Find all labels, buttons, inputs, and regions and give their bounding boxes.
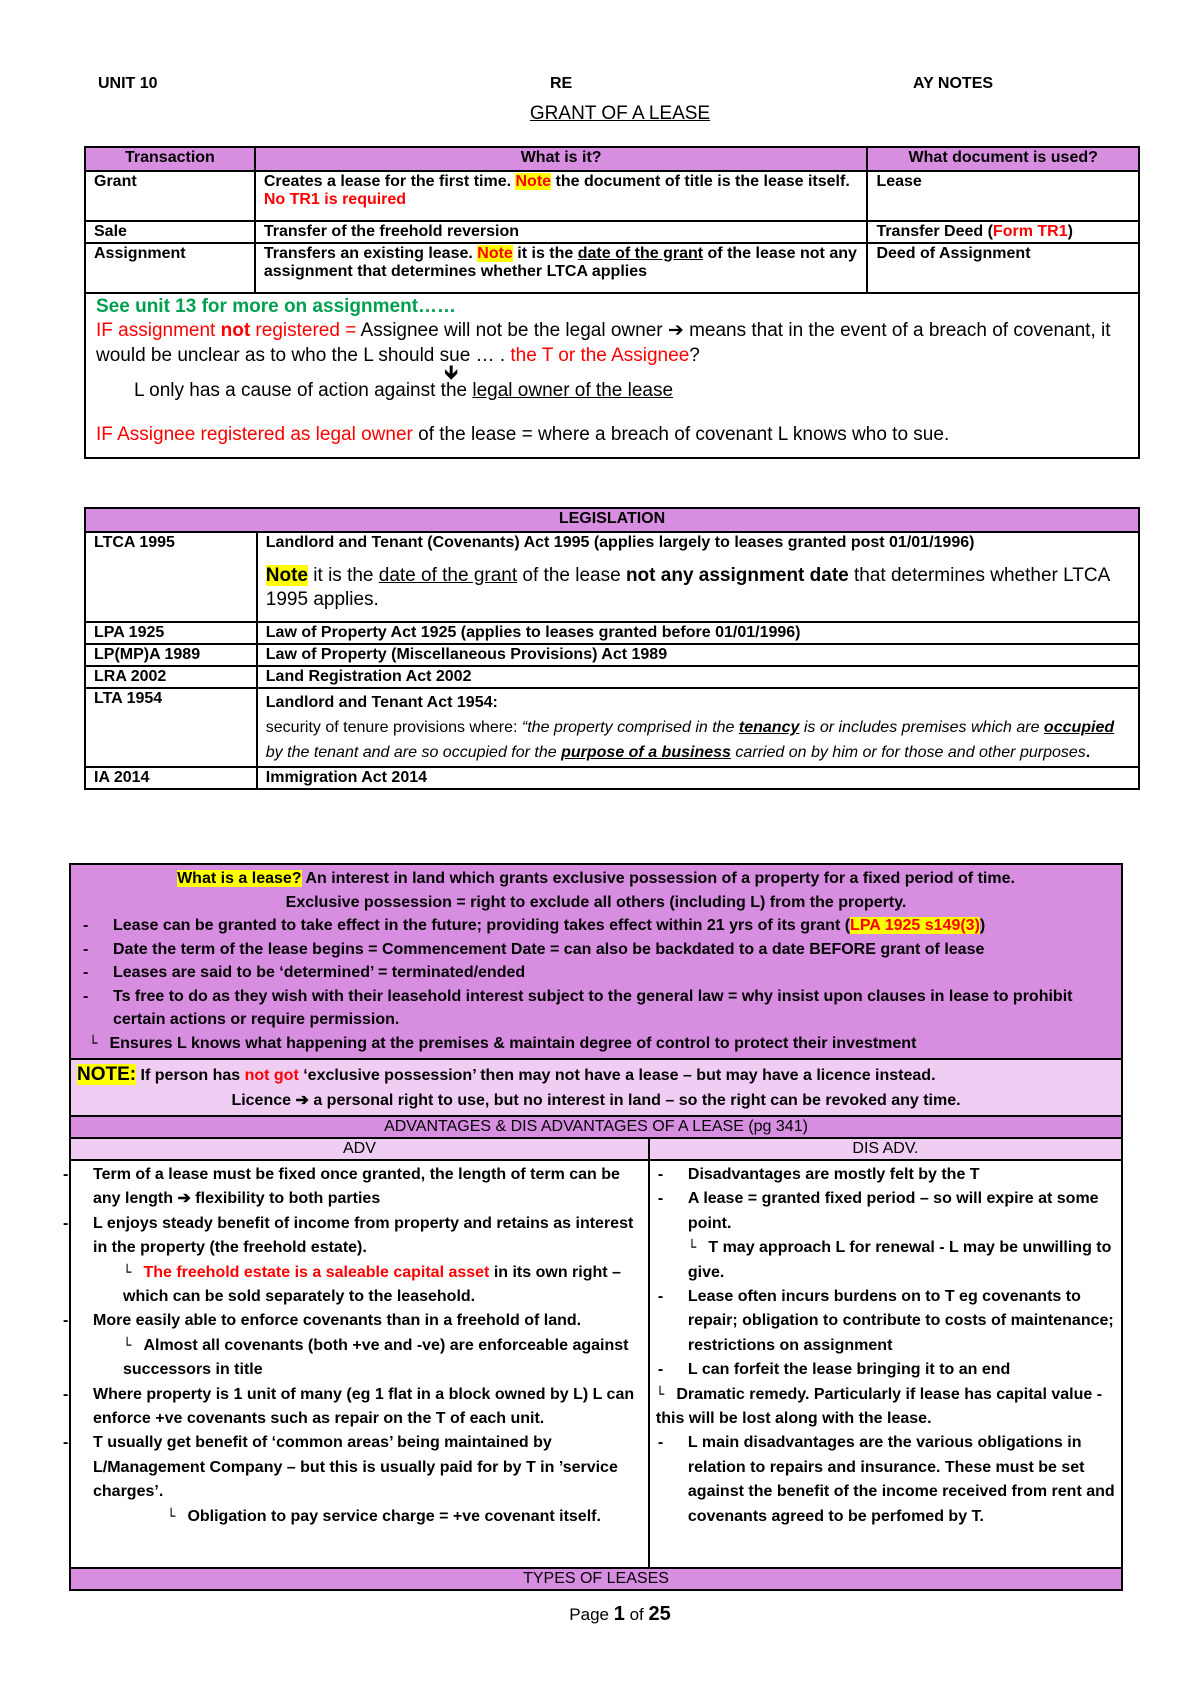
- lease-table: [69, 863, 1123, 1591]
- types-of-leases-heading: TYPES OF LEASES: [70, 1568, 1122, 1590]
- full-ltca: Landlord and Tenant (Covenants) Act 1995 (applies largely to leases granted post 01/01/1996) Note it is the date of the grant of the lease not any assignment date that determines whether LTCA 1995 applies.: [257, 532, 1139, 622]
- if-not-registered: IF assignment not registered = Assignee will not be the legal owner ➔ means that in the event of a breach of covenant, it would be unclear as to who the L should sue … . the T or the Assignee?: [96, 320, 1111, 366]
- covenants-enforceable: └ Almost all covenants (both +ve and -ve) are enforceable against successors in title: [77, 1334, 642, 1383]
- row-lpmpa: [85, 644, 1139, 666]
- list-item: - More easily able to enforce covenants than in a freehold of land.: [93, 1309, 642, 1333]
- ensures-control: └ Ensures L knows what happening at the premises & maintain degree of control to protect their investment: [77, 1032, 1115, 1057]
- row-lpa: [85, 622, 1139, 644]
- row-lta: [85, 688, 1139, 767]
- row-assignment: [85, 243, 1139, 293]
- renewal-note: └ T may approach L for renewal - L may be unwilling to give.: [656, 1236, 1115, 1285]
- licence-note: [70, 1059, 1122, 1116]
- full-lpmpa: Law of Property (Miscellaneous Provisions) Act 1989: [257, 644, 1139, 666]
- full-ia: Immigration Act 2014: [257, 767, 1139, 789]
- header-right: AY NOTES: [913, 75, 994, 92]
- cell-sale-name: Sale: [85, 221, 255, 243]
- cell-sale-desc: Transfer of the freehold reversion: [255, 221, 868, 243]
- lta-detail: security of tenure provisions where: “the property comprised in the tenancy is or includes premises which are occupied by the tenant and are so occupied for the purpose of a business carried on by him or for those and other purposes.: [265, 719, 1115, 761]
- advantages-cell: [70, 1160, 649, 1568]
- lease-bullets: [77, 914, 1115, 1032]
- dramatic-remedy: └ Dramatic remedy. Particularly if lease has capital value - this will be lost along with the lease.: [656, 1383, 1115, 1432]
- cell-grant-desc: Creates a lease for the first time. Note the document of title is the lease itself. No TR1 is required: [255, 171, 868, 221]
- see-unit-13: See unit 13 for more on assignment……: [96, 296, 457, 317]
- if-registered: IF Assignee registered as legal owner of the lease = where a breach of covenant L knows who to sue.: [96, 424, 950, 445]
- row-lra: [85, 666, 1139, 688]
- ltca-note: Note it is the date of the grant of the lease not any assignment date that determines whether LTCA 1995 applies.: [265, 565, 1110, 610]
- cause-of-action: L only has a cause of action against the legal owner of the lease: [134, 380, 674, 401]
- disadvantages-list-3: [656, 1431, 1115, 1529]
- header-center: RE: [550, 75, 573, 92]
- list-item: - Lease often incurs burdens on to T eg covenants to repair; obligation to contribute to costs of maintenance; restrictions on assignment: [688, 1285, 1115, 1358]
- disadvantages-cell: [649, 1160, 1122, 1568]
- cell-assignment-name: Assignment: [85, 243, 255, 293]
- cell-grant-name: Grant: [85, 171, 255, 221]
- full-lpa: Law of Property Act 1925 (applies to leases granted before 01/01/1996): [257, 622, 1139, 644]
- advantages-list-2: [77, 1309, 642, 1333]
- transaction-table: [84, 146, 1140, 459]
- exclusive-possession: Exclusive possession = right to exclude all others (including L) from the property.: [285, 893, 907, 911]
- legislation-table: [84, 507, 1140, 790]
- full-lta: Landlord and Tenant Act 1954: security of tenure provisions where: “the property comprised in the tenancy is or includes premises which are occupied by the tenant and are so occupied for the purpose of a business carried on by him or for those and other purposes.: [257, 688, 1139, 767]
- col-transaction: Transaction: [85, 147, 255, 171]
- lease-definition: [70, 864, 1122, 1059]
- licence-definition: Licence ➔ a personal right to use, but no interest in land – so the right can be revoked any time.: [231, 1092, 961, 1109]
- row-assignment-notes: [85, 293, 1139, 458]
- list-item: - Lease can be granted to take effect in the future; providing takes effect within 21 yrs of its grant (LPA 1925 s149(3)): [113, 914, 1115, 938]
- dis-adv-heading: DIS ADV.: [649, 1138, 1122, 1160]
- list-item: - Leases are said to be ‘determined’ = terminated/ended: [113, 961, 1115, 985]
- advantages-list-3: [77, 1383, 642, 1505]
- list-item: - Where property is 1 unit of many (eg 1 flat in a block owned by L) L can enforce +ve covenants such as repair on the T of each unit.: [93, 1383, 642, 1432]
- abbr-lpmpa: LP(MP)A 1989: [85, 644, 257, 666]
- cell-assignment-desc: Transfers an existing lease. Note it is the date of the grant of the lease not any assignment that determines whether LTCA applies: [255, 243, 868, 293]
- list-item: - Date the term of the lease begins = Commencement Date = can also be backdated to a date BEFORE grant of lease: [113, 938, 1115, 962]
- what-is-lease: What is a lease? An interest in land which grants exclusive possession of a property for a fixed period of time.: [177, 870, 1015, 887]
- cell-sale-doc: Transfer Deed (Form TR1): [867, 221, 1139, 243]
- legislation-heading: LEGISLATION: [85, 508, 1139, 532]
- col-what-is-it: What is it?: [255, 147, 868, 171]
- page-title: GRANT OF A LEASE: [529, 103, 711, 124]
- service-charge: └ Obligation to pay service charge = +ve covenant itself.: [77, 1505, 642, 1529]
- freehold-asset: └ The freehold estate is a saleable capital asset in its own right – which can be sold separately to the leasehold.: [77, 1261, 642, 1310]
- row-grant: [85, 171, 1139, 221]
- list-item: - T usually get benefit of ‘common areas’ being maintained by L/Management Company – but this is usually paid for by T in ’service charges’.: [93, 1431, 642, 1504]
- list-item: - A lease = granted fixed period – so will expire at some point.: [688, 1187, 1115, 1236]
- page-footer: Page 1 of 25: [569, 1603, 671, 1625]
- full-lra: Land Registration Act 2002: [257, 666, 1139, 688]
- list-item: - Disadvantages are mostly felt by the T: [688, 1163, 1115, 1187]
- abbr-ia: IA 2014: [85, 767, 257, 789]
- abbr-lra: LRA 2002: [85, 666, 257, 688]
- disadvantages-list-2: [656, 1285, 1115, 1383]
- abbr-lta: LTA 1954: [85, 688, 257, 767]
- note-exclusive: NOTE: If person has not got ‘exclusive possession’ then may not have a lease – but may have a licence instead.: [77, 1064, 936, 1085]
- cell-assignment-doc: Deed of Assignment: [867, 243, 1139, 293]
- list-item: - L can forfeit the lease bringing it to an end: [688, 1358, 1115, 1382]
- cell-grant-doc: Lease: [867, 171, 1139, 221]
- down-arrow-icon: 🡻: [444, 360, 459, 384]
- col-document: What document is used?: [867, 147, 1139, 171]
- row-ltca: [85, 532, 1139, 622]
- list-item: - L enjoys steady benefit of income from property and retains as interest in the property (the freehold estate).: [93, 1212, 642, 1261]
- list-item: - Ts free to do as they wish with their leasehold interest subject to the general law = why insist upon clauses in lease to prohibit certain actions or require permission.: [113, 985, 1115, 1032]
- list-item: - L main disadvantages are the various obligations in relation to repairs and insurance. These must be set against the benefit of the income received from rent and covenants agreed to be perfomed by T.: [688, 1431, 1115, 1529]
- row-sale: [85, 221, 1139, 243]
- advantages-list: [77, 1163, 642, 1261]
- abbr-ltca: LTCA 1995: [85, 532, 257, 622]
- list-item: - Term of a lease must be fixed once granted, the length of term can be any length ➔ flexibility to both parties: [93, 1163, 642, 1212]
- disadvantages-list: [656, 1163, 1115, 1236]
- row-ia: [85, 767, 1139, 789]
- cell-assignment-notes: [85, 293, 1139, 458]
- adv-dis-heading: ADVANTAGES & DIS ADVANTAGES OF A LEASE (pg 341): [70, 1116, 1122, 1138]
- adv-heading: ADV: [70, 1138, 649, 1160]
- header-unit: UNIT 10: [98, 75, 158, 92]
- abbr-lpa: LPA 1925: [85, 622, 257, 644]
